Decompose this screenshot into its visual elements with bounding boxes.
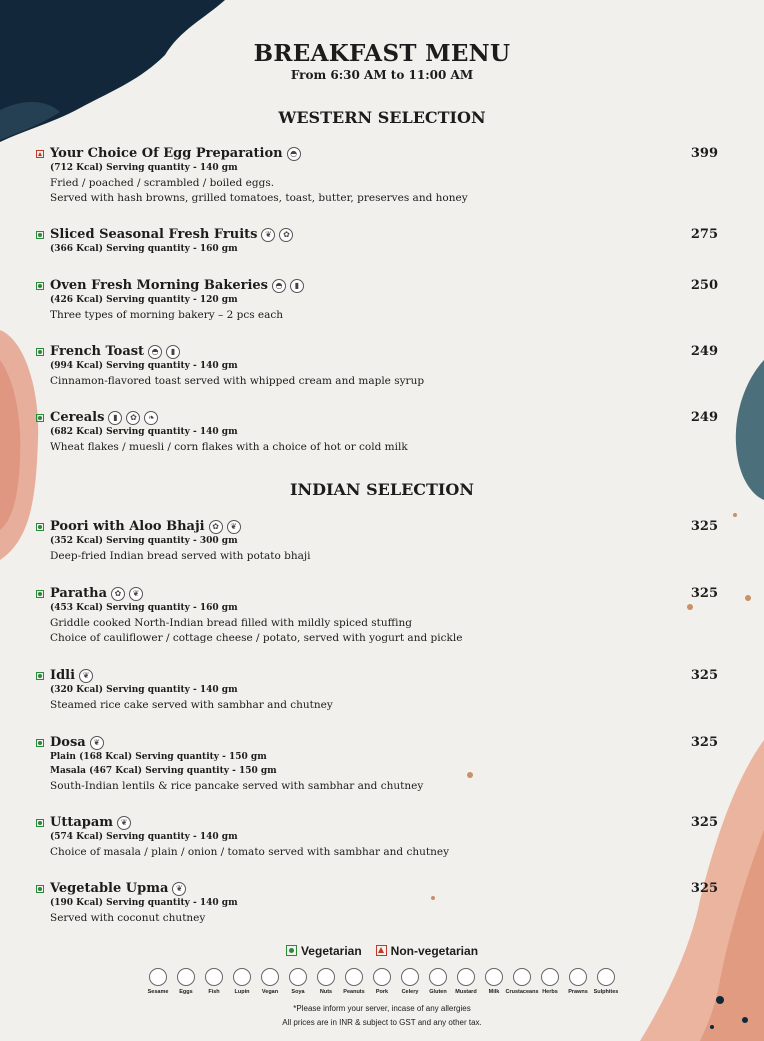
allergen-label: Milk	[488, 989, 500, 995]
prawns-icon	[569, 968, 587, 986]
sulphites-icon	[597, 968, 615, 986]
item-name: French Toast	[50, 344, 145, 359]
herbs-icon	[541, 968, 559, 986]
allergen-label: Pork	[375, 989, 389, 995]
item-price: 325	[690, 881, 718, 896]
item-description: Fried / poached / scrambled / boiled eggs.	[50, 177, 275, 189]
allergen-item	[594, 968, 619, 995]
allergen-label: Soya	[291, 989, 305, 995]
allergen-item	[258, 968, 283, 995]
menu-item	[36, 519, 718, 565]
allergen-label: Mustard	[455, 989, 477, 995]
item-name: Paratha	[50, 586, 108, 601]
item-kcal: (352 Kcal) Serving quantity - 300 gm	[50, 536, 238, 546]
menu-item	[36, 586, 718, 646]
item-kcal: (366 Kcal) Serving quantity - 160 gm	[50, 244, 238, 254]
vegan-icon: ❦	[261, 228, 275, 242]
item-kcal: (712 Kcal) Serving quantity - 140 gm	[50, 163, 238, 173]
item-description: Cinnamon-flavored toast served with whipped cream and maple syrup	[50, 375, 425, 387]
allergen-item	[174, 968, 199, 995]
menu-item	[36, 344, 718, 390]
menu-item	[36, 410, 718, 456]
gluten-icon: ✿	[209, 520, 223, 534]
legend-veg: Vegetarian	[286, 944, 362, 958]
crustaceans-icon	[513, 968, 531, 986]
soya-icon	[289, 968, 307, 986]
menu-item	[36, 815, 718, 861]
veg-mark	[36, 282, 44, 290]
allergen-label: Peanuts	[343, 989, 365, 995]
fish-icon	[205, 968, 223, 986]
allergen-label: Crustaceans	[505, 989, 539, 995]
allergen-label: Vegan	[261, 989, 279, 995]
item-name: Poori with Aloo Bhaji	[50, 519, 205, 534]
item-description: Choice of cauliflower / cottage cheese / potato, served with yogurt and pickle	[50, 632, 463, 644]
item-description: Steamed rice cake served with sambhar and chutney	[50, 699, 333, 711]
item-kcal: (190 Kcal) Serving quantity - 140 gm	[50, 898, 238, 908]
allergen-label: Sesame	[147, 989, 169, 995]
menu-item	[36, 881, 718, 927]
allergen-label: Eggs	[179, 989, 193, 995]
item-description: Griddle cooked North-Indian bread filled with mildly spiced stuffing	[50, 617, 412, 629]
allergen-legend	[0, 968, 764, 995]
lupin-icon	[233, 968, 251, 986]
vegan-icon: ❦	[117, 816, 131, 830]
allergen-label: Fish	[208, 989, 220, 995]
veg-mark	[36, 414, 44, 422]
vegan-icon: ❦	[79, 669, 93, 683]
veg-mark	[36, 819, 44, 827]
veg-mark	[286, 945, 297, 956]
item-kcal: (426 Kcal) Serving quantity - 120 gm	[50, 295, 238, 305]
allergen-label: Herbs	[542, 989, 558, 995]
item-name: Uttapam	[50, 815, 114, 830]
allergen-item	[230, 968, 255, 995]
allergen-item	[538, 968, 563, 995]
item-kcal: Plain (168 Kcal) Serving quantity - 150 gm	[50, 752, 267, 762]
menu-item	[36, 146, 718, 206]
paint-splatter	[745, 595, 751, 601]
item-kcal: Masala (467 Kcal) Serving quantity - 150 gm	[50, 766, 277, 776]
milk-icon: ▮	[108, 411, 122, 425]
item-kcal: (453 Kcal) Serving quantity - 160 gm	[50, 603, 238, 613]
legend-nonveg: Non-vegetarian	[376, 944, 478, 958]
item-kcal: (994 Kcal) Serving quantity - 140 gm	[50, 361, 238, 371]
item-name: Sliced Seasonal Fresh Fruits	[50, 227, 258, 242]
item-price: 325	[690, 586, 718, 601]
sesame-icon	[149, 968, 167, 986]
item-kcal: (320 Kcal) Serving quantity - 140 gm	[50, 685, 238, 695]
celery-icon: ✿	[279, 228, 293, 242]
milk-icon	[485, 968, 503, 986]
item-description: Deep-fried Indian bread served with potato bhaji	[50, 550, 311, 562]
item-price: 249	[690, 344, 718, 359]
nuts-icon	[317, 968, 335, 986]
allergen-item	[286, 968, 311, 995]
item-description: Wheat flakes / muesli / corn flakes with a choice of hot or cold milk	[50, 441, 408, 453]
item-price: 249	[690, 410, 718, 425]
allergen-item	[482, 968, 507, 995]
item-name: Idli	[50, 668, 76, 683]
allergen-item	[505, 968, 539, 995]
egg-icon: ◓	[148, 345, 162, 359]
section-title-western: WESTERN SELECTION	[278, 108, 486, 127]
item-name: Oven Fresh Morning Bakeries	[50, 278, 268, 293]
item-name: Cereals	[50, 410, 105, 425]
item-kcal: (682 Kcal) Serving quantity - 140 gm	[50, 427, 238, 437]
veg-mark	[36, 523, 44, 531]
mustard-icon	[457, 968, 475, 986]
peanuts-icon	[345, 968, 363, 986]
menu-item	[36, 227, 718, 257]
veg-mark	[36, 231, 44, 239]
non-veg-mark	[36, 150, 44, 158]
allergen-label: Prawns	[568, 989, 588, 995]
gluten-icon: ✿	[111, 587, 125, 601]
non-veg-mark	[376, 945, 387, 956]
diet-legend	[0, 944, 764, 958]
vegan-icon: ❦	[227, 520, 241, 534]
vegan-icon: ❦	[172, 882, 186, 896]
item-description: Served with hash browns, grilled tomatoes, toast, butter, preserves and honey	[50, 192, 468, 204]
veg-mark	[36, 348, 44, 356]
page-subtitle: From 6:30 AM to 11:00 AM	[290, 68, 474, 82]
item-price: 250	[690, 278, 718, 293]
item-kcal: (574 Kcal) Serving quantity - 140 gm	[50, 832, 238, 842]
egg-icon: ◓	[287, 147, 301, 161]
allergen-item	[342, 968, 367, 995]
menu-item	[36, 668, 718, 714]
item-name: Dosa	[50, 735, 86, 750]
veg-mark	[36, 672, 44, 680]
allergen-item	[146, 968, 171, 995]
egg-icon: ◓	[272, 279, 286, 293]
vegan-icon: ❦	[129, 587, 143, 601]
item-price: 325	[690, 735, 718, 750]
allergen-item	[398, 968, 423, 995]
ink-splatter	[716, 996, 724, 1004]
footer-price-note: All prices are in INR & subject to GST and any other tax.	[282, 1018, 482, 1027]
eggs-icon	[177, 968, 195, 986]
item-name: Vegetable Upma	[50, 881, 169, 896]
allergen-item	[566, 968, 591, 995]
page-title: BREAKFAST MENU	[253, 40, 511, 67]
section-title-indian: INDIAN SELECTION	[290, 480, 474, 499]
allergen-item	[202, 968, 227, 995]
milk-icon: ▮	[166, 345, 180, 359]
allergen-item	[426, 968, 451, 995]
item-description: Three types of morning bakery – 2 pcs each	[50, 309, 284, 321]
item-description: Choice of masala / plain / onion / tomato served with sambhar and chutney	[50, 846, 450, 858]
menu-item	[36, 735, 718, 795]
menu-item	[36, 278, 718, 324]
milk-icon: ▮	[290, 279, 304, 293]
allergen-label: Sulphites	[593, 989, 619, 995]
nuts-icon: ❧	[144, 411, 158, 425]
item-price: 325	[690, 519, 718, 534]
allergen-item	[370, 968, 395, 995]
allergen-item	[454, 968, 479, 995]
vegan-icon: ❦	[90, 736, 104, 750]
veg-mark	[36, 739, 44, 747]
teal-blotch-right	[736, 360, 764, 500]
footer-allergy-note: *Please inform your server, incase of any allergies	[293, 1004, 471, 1013]
paint-splatter	[733, 513, 737, 517]
allergen-item	[314, 968, 339, 995]
veg-mark	[36, 885, 44, 893]
item-name: Your Choice Of Egg Preparation	[50, 146, 283, 161]
item-price: 325	[690, 668, 718, 683]
item-price: 325	[690, 815, 718, 830]
item-price: 275	[690, 227, 718, 242]
allergen-label: Lupin	[234, 989, 250, 995]
allergen-label: Nuts	[319, 989, 333, 995]
item-price: 399	[690, 146, 718, 161]
gluten-icon: ✿	[126, 411, 140, 425]
item-description: Served with coconut chutney	[50, 912, 206, 924]
vegan-icon	[261, 968, 279, 986]
allergen-label: Gluten	[429, 989, 447, 995]
veg-mark	[36, 590, 44, 598]
item-description: South-Indian lentils & rice pancake served with sambhar and chutney	[50, 780, 424, 792]
celery-icon	[401, 968, 419, 986]
allergen-label: Celery	[401, 989, 419, 995]
gluten-icon	[429, 968, 447, 986]
pork-icon	[373, 968, 391, 986]
